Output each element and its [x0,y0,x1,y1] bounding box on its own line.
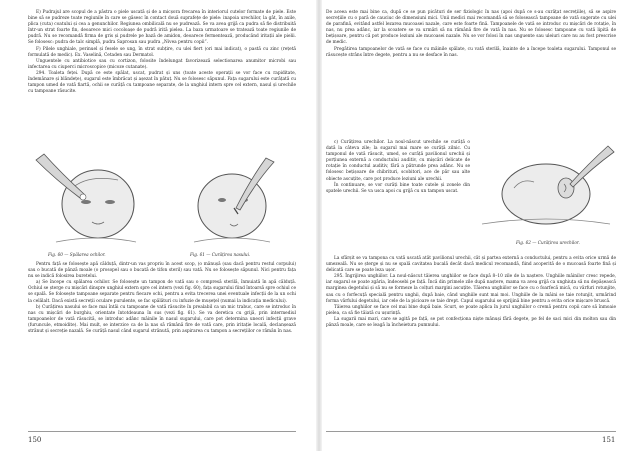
figure-caption: Fig. 62 — Curățirea urechilor. [516,240,580,245]
left-bottom-text [28,262,296,335]
right-middle-text [326,140,470,195]
paragraph: E) Pudrajul are scopul de a păstra o piele uscată și de a micșora frecarea în interiorul cutelor formate de piele. Este bine să se pudreze toate regiunile în care se găsesc în contact două suprafețe de piele: inapoia urechilor, la gât, în axile, plica (cuta) coatului și cea a genunchilor. Regiunea ombilicală nu se pudrează. Se va avea grijă ca pudra să fie distribuită într-un strat foarte fin, deoarece mici cocoloașe de pudră irită pielea. La baza urmatoare se tratează toate regiunile de pudră. Nu se recomandă firma de gris și pudrele pe bază de amidon, deoarece fermentează, producând iritații ale pielii. Se folosesc: pudra de talc simplă, pudra Saprosan sau pudra „Nivea pentru copii”. [28,10,296,46]
paragraph: Pregătirea tampoanelor de vată se face cu mâinile spălate, cu vată sterilă, înainte de a începe toaleta sugarului. Tamponul se răsucește strâns între degete, pentru a nu se desface în nas. [326,46,616,58]
page-number: 151 [602,436,616,444]
baby-ear-cleaning-illustration [476,140,616,236]
right-bottom-text [326,256,616,329]
paragraph: La sugarii mai mari, care se agită pe față, se pot confecționa niște mănuși fără degete, pe fel de saci mici din molton sau din pânză moale, care se leagă la încheietura pumnului. [326,316,616,329]
paragraph: c) Curățirea urechilor. La noul-născut urechile se curăță o dată la câteva zile; la sugarul mai mare se curăță zilnic. Cu tamponul de vată răsucit, umed, se curăță pavilionul urechii și porțiunea externă a conductului auditiv, cu mișcări delicate de rotație în conductul auditiv, fără a pătrunde prea adânc. Nu se folosesc bețișoare de chibrituri, scobitori, ace de păr sau alte obiecte ascuțite, care pot produce leziuni ale urechii. [326,140,470,182]
figure-caption: Fig. 60 — Spălarea ochilor. [48,252,106,257]
paragraph: 295. Îngrijirea unghiilor. La noul-născut tăierea unghiilor se face după 8–10 zile de la naștere. Unghiile mâinilor cresc repede, iar sugarul se poate zgâria, îndeosebi pe față. Încă din primele zile după naștere, mama va avea grijă ca unghiuța să nu depășească marginea degetului și să nu se formeze la colțuri margini ascuțite. Tăierea unghiilor se face cu o foarfecă mică, cu vârfuri rotunjite, sau cu o forfecuță specială pentru unghii, după baie, când unghiile sunt mai moi. Unghiile de la mâini se taie rotunjit, urmărind forma vârfului degetului, iar cele de la picioare se taie drept. Capul sugarului se sprijină bine pentru a evita orice mișcare bruscă. [326,274,616,304]
figure-ear-cleaning [476,140,616,236]
page-number: 150 [28,436,42,444]
baby-eye-washing-illustration [26,150,160,248]
paragraph: În continuare, se vor curăți bine toate cutele și zonele din spatele urechii. Se va usca apoi cu grijă cu un tampon uscat. [326,182,470,194]
paragraph: Tăierea unghiilor se face cel mai bine după baie. Scurt, se poate aplica în jurul unghiilor o cremă pentru copii care să înmoaie pielea, ca să fie tăiată cu ușurință. [326,304,616,316]
footer-rule [28,431,296,432]
paragraph: La sfârșit se va tampona cu vată uscată atât pavilionul urechii, cât și partea externă a conductului, pentru a evita orice urmă de umezeală. Nu se șterge și nu se spală cavitatea bucală decât dacă medicul recomandă, fiind acoperită de o mucoasă foarte fină și delicată care se poate leza ușor. [326,256,616,274]
figure-eye-washing [26,150,160,248]
paragraph: Unguentele cu antibiotice sau cu cortizon, folosite îndelungat favorizează selectionarea anumitor microbi sau infectarea cu ciuperci microscopice (micoze cutanate). [28,58,296,70]
paragraph: F) Pilele unghiale, perinuel și fesele se ung, în strat subțire, cu ulei fiert (ori mai indicat), o pastă cu zinc (rețetă formulată de medic). Ex. Vaselină, Cetaden sau Dermatol. [28,46,296,58]
left-top-text [28,10,296,95]
paragraph: Pentru față se folosește apă călduță, dintr-un vas propriu în acest scop, (o mânușă (sau dacă pentru restul corpului) sau o bucată de pânză moale (o prosopel sau o bucată de tifon steril) sau vată. Nu se folosește săpunul. Nici pentru fața nu se indică folosirea buretelui. [28,262,296,280]
paragraph: b) Curățirea nasului se face mai întâi cu tampoane de vată răsucite în prealabil ca un mic trabuc, care se introduc în nas cu mișcări de burghiu, orientate întotdeauna în sus (vezi fig. 61). Se va deretica cu grijă, prin intermediul tampoanelor de vată răsucită, se introduc adânc mâinile în nasul sugarului, care pot determina uneori infecții grave (furuncule, etmoidite). Mai mult, se interzice ca de la nas să rămână fire de vată care, prin iritație locală, declanșează strănut și secreție nazală. Se curăță nasul când sugarul strănută, prin aspirarea cu tampon a secrețiilor ce rămân în nas. [28,304,296,335]
paragraph: a) Se începe cu spălarea ochilor. Se folosește un tampon de vată sau o compresă sterilă, înmuiată în apă călduță. Ochiul se șterge cu mișcări dinspre unghiul extern spre cel intern (vezi fig. 60), fața sugarului fiind întoarsă spre ochiul ce se spală. Se folosește tampoane separate pentru fiecare ochi, pentru a evita trecerea unei eventuale infecții de la un ochi la celălalt. Dacă există secreții oculare purulente, se fac spălături cu infuzie de mușețel (numai la indicația medicului). [28,280,296,304]
paragraph: 294. Toaleta feței. După ce este spălat, uscat, pudrat și uns (toate aceste operații se vor face cu rapiditate, îndemânare și blândețe), sugarul este îmbrăcat și așezat în pătuț. Nu se folosesc săpunul. Fața sugarului este curățată cu tampon umed de vată fiartă, ochii se curăță cu tampoane separate, de la unghiul intern spre cel extern, nasul și urechile cu tampoane răsucite. [28,70,296,95]
baby-nose-cleaning-illustration [170,150,296,248]
figure-caption: Fig. 61 — Curățirea nasului. [190,252,251,257]
right-page [320,0,638,451]
paragraph: De aceea este mai bine ca, după ce se pun picături de ser fiziologic în nas (apoi după ce s-au curățat secrețiile), să se aspire secrețiile cu o pară de cauciuc de dimensiuni mici. Unii medici mai recomandă să se folosească tampoane de vată sugerate cu ulei de parafină, evitând astfel lezarea mucoasei nazale, care este foarte fină. Tampoanele de vată se introduc cu mișcări de rotație, în nas, nu prea adânc, iar la scoatere se va urmări să nu rămână fire de vată în nas. Nu se folosesc tampoane cu vată lipită de bețișoare, pentru că pot produce leziuni ale mucoasei nazale. Nu se vor folosi în nas unguente sau uleiuri care nu au fost prescrise de medic. [326,10,616,46]
figure-nose-cleaning [170,150,296,248]
footer-rule [326,431,616,432]
right-top-text [326,10,616,59]
